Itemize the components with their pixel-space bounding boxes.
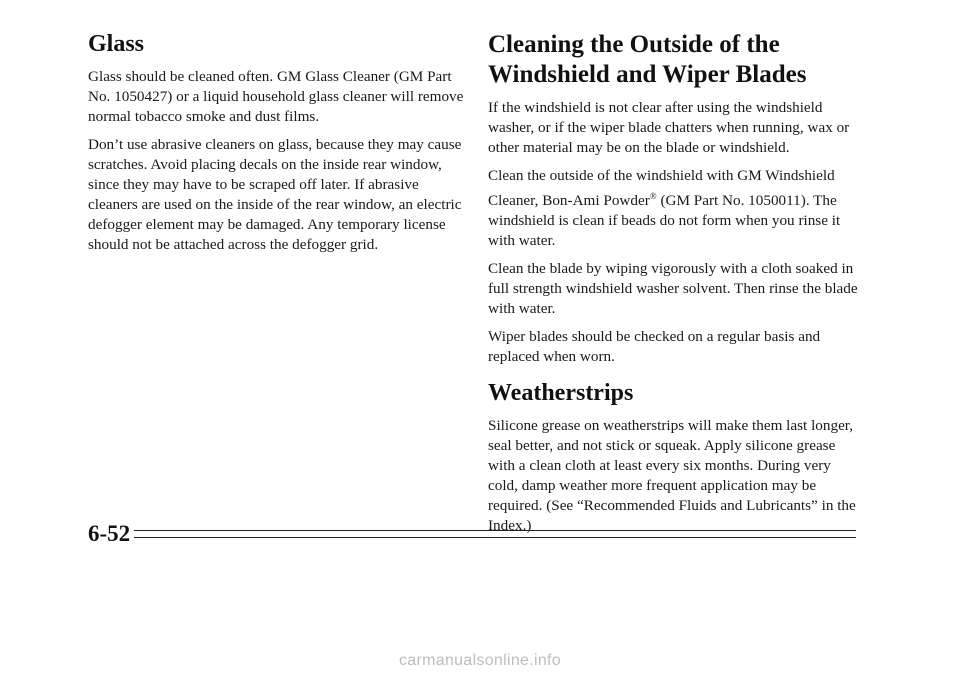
windshield-paragraph-2 (488, 166, 860, 251)
windshield-paragraph-1: If the windshield is not clear after using the windshield washer, or if the wiper blade chatters when running, wax or other material may be on the blade or windshield. (488, 99, 850, 156)
registered-mark: ® (649, 191, 657, 201)
weatherstrips-heading: Weatherstrips (488, 380, 634, 407)
footer-rule-top (134, 530, 856, 531)
windshield-heading (488, 30, 860, 90)
right-column (488, 30, 860, 544)
glass-paragraph-1: Glass should be cleaned often. GM Glass Cleaner (GM Part No. 1050427) or a liquid household glass cleaner will remove normal tobacco smoke and dust films. (88, 68, 464, 125)
windshield-paragraph-3: Clean the blade by wiping vigorously with a cloth soaked in full strength windshield washer solvent. Then rinse the blade with water. (488, 260, 858, 318)
left-column (88, 30, 464, 263)
glass-heading: Glass (88, 31, 145, 57)
site-watermark: carmanualsonline.info (399, 652, 561, 669)
windshield-paragraph-2-part-b: (GM Part No. 1050011). The windshield is clean if beads do not form when you rinse it with water. (488, 192, 841, 250)
windshield-paragraph-4: Wiper blades should be checked on a regular basis and replaced when worn. (488, 328, 821, 366)
windshield-paragraph-2-part-a: Clean the outside of the windshield with GM Windshield Cleaner, Bon-Ami Powder (488, 167, 835, 210)
footer-rule-bottom (134, 537, 856, 538)
weatherstrips-paragraph-1: Silicone grease on weatherstrips will make them last longer, seal better, and not stick or squeak. Apply silicone grease with a clean cloth at least every six months. During very cold, damp weather more frequent application may be required. (See “Recommended Fluids and Lubricants” in the Index.) (488, 417, 856, 535)
glass-paragraph-2: Don’t use abrasive cleaners on glass, because they may cause scratches. Avoid placing decals on the inside rear window, since they may have to be scraped off later. If abrasive cleaners are used on the inside of the rear window, an electric defogger element may be damaged. Any temporary license should not be attached across the defogger grid. (88, 136, 462, 253)
windshield-heading-line-1: Cleaning the Outside of the (488, 31, 780, 58)
page-number: 6-52 (88, 521, 131, 546)
windshield-heading-line-2: Windshield and Wiper Blades (488, 61, 807, 88)
